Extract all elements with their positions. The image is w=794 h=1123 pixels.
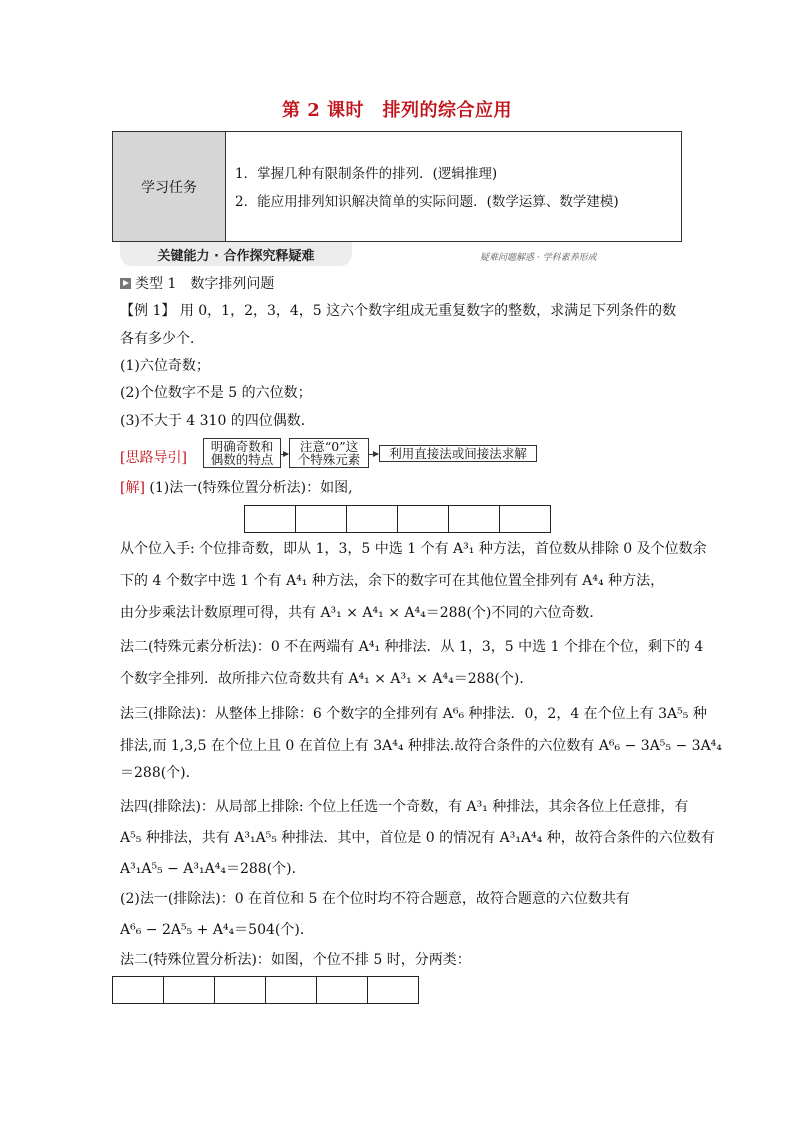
- digit-cell: [398, 505, 449, 533]
- task-item-2: 2．能应用排列知识解决简单的实际问题．(数学运算、数学建模): [235, 194, 619, 210]
- example-stem-line-1: [120, 300, 676, 322]
- para-1a: 从个位入手: 个位排奇数，即从 1，3，5 中选 1 个有 A³₁ 种方法，首位数从排除 0 及个位数余: [120, 541, 707, 557]
- question-1: (1)六位奇数；: [120, 358, 210, 374]
- method-3b: 排法,而 1,3,5 在个位上且 0 在首位上有 3A⁴₄ 种排法.故符合条件的六位数有 A⁶₆ − 3A⁵₅ − 3A⁴₄: [120, 738, 722, 754]
- digit-cell: [347, 505, 398, 533]
- guide-box-2-line-1: 注意“0”这: [299, 439, 359, 454]
- six-digit-diagram-1: [244, 505, 551, 533]
- task-label: 学习任务: [113, 132, 226, 241]
- digit-cell: [112, 976, 164, 1004]
- digit-cell: [500, 505, 551, 533]
- para-1b: 下的 4 个数字中选 1 个有 A⁴₁ 种方法，余下的数字可在其他位置全排列有 A⁴₄ 种方法，: [120, 573, 665, 589]
- method-2b: 个数字全排列．故所排六位奇数共有 A⁴₁ × A³₁ × A⁴₄＝288(个)．: [120, 671, 534, 687]
- section-banner: 关键能力 · 合作探究释疑难: [120, 242, 352, 266]
- solution-line-1: [120, 477, 353, 499]
- digit-cell: [317, 976, 368, 1004]
- digit-cell: [296, 505, 347, 533]
- arrow-icon: [280, 454, 288, 455]
- type-heading: [120, 273, 274, 295]
- guide-box-1: [203, 438, 281, 468]
- solution-tag: [解]: [120, 480, 145, 496]
- arrow-icon: [368, 454, 378, 455]
- example-stem-1: 用 0，1，2，3，4，5 这六个数字组成无重复数字的整数，求满足下列条件的数: [179, 303, 677, 319]
- guide-label: [思路导引]: [120, 450, 187, 466]
- question-3: (3)不大于 4 310 的四位偶数．: [120, 413, 315, 429]
- guide-box-2: [289, 438, 369, 468]
- play-icon: [120, 278, 131, 289]
- question-2: (2)个位数字不是 5 的六位数；: [120, 385, 312, 401]
- method-3a: 法三(排除法)：从整体上排除：6 个数字的全排列有 A⁶₆ 种排法．0，2，4 在个位上有 3A⁵₅ 种: [120, 706, 707, 722]
- guide-box-3: 利用直接法或间接法求解: [379, 445, 537, 462]
- digit-cell: [215, 976, 266, 1004]
- method-4b: A⁵₅ 种排法，共有 A³₁A⁵₅ 种排法．其中，首位是 0 的情况有 A³₁A⁴₄ 种，故符合条件的六位数有: [120, 830, 715, 846]
- step-2b: A⁶₆ − 2A⁵₅ + A⁴₄＝504(个)．: [120, 922, 314, 938]
- section-right-tag: 疑难问题解惑 · 学科素养形成: [480, 253, 597, 263]
- learning-task-table: [112, 131, 682, 242]
- digit-cell: [449, 505, 500, 533]
- task-item-1: 1．掌握几种有限制条件的排列．(逻辑推理): [235, 166, 498, 182]
- six-digit-diagram-2: [112, 976, 419, 1004]
- step-2c: 法二(特殊位置分析法)：如图，个位不排 5 时，分两类：: [120, 952, 471, 968]
- page-title: 第 2 课时 排列的综合应用: [281, 100, 513, 121]
- guide-box-1-line-2: 偶数的特点: [210, 452, 274, 467]
- guide-box-1-line-1: 明确奇数和: [210, 439, 274, 454]
- method-4a: 法四(排除法)：从局部上排除: 个位上任选一个奇数，有 A³₁ 种排法，其余各位上任意排，有: [120, 799, 689, 815]
- para-1c: 由分步乘法计数原理可得，共有 A³₁ × A⁴₁ × A⁴₄＝288(个)不同的六位奇数．: [120, 605, 604, 621]
- solution-step-1: (1)法一(特殊位置分析法)：如图,: [149, 480, 353, 496]
- method-3c: ＝288(个)．: [120, 765, 200, 781]
- step-2a: (2)法一(排除法)：0 在首位和 5 在个位时均不符合题意，故符合题意的六位数共有: [120, 891, 630, 907]
- type-label: 类型 1 数字排列问题: [135, 276, 275, 292]
- digit-cell: [368, 976, 419, 1004]
- example-stem-2: 各有多少个．: [120, 331, 204, 347]
- digit-cell: [266, 976, 317, 1004]
- guide-box-2-line-2: 个特殊元素: [297, 452, 361, 467]
- method-4c: A³₁A⁵₅ − A³₁A⁴₄＝288(个)．: [120, 861, 306, 877]
- digit-cell: [244, 505, 296, 533]
- method-2a: 法二(特殊元素分析法)：0 不在两端有 A⁴₁ 种排法．从 1，3，5 中选 1 个排在个位，剩下的 4: [120, 639, 704, 655]
- digit-cell: [164, 976, 215, 1004]
- example-tag: 【例 1】: [120, 303, 176, 319]
